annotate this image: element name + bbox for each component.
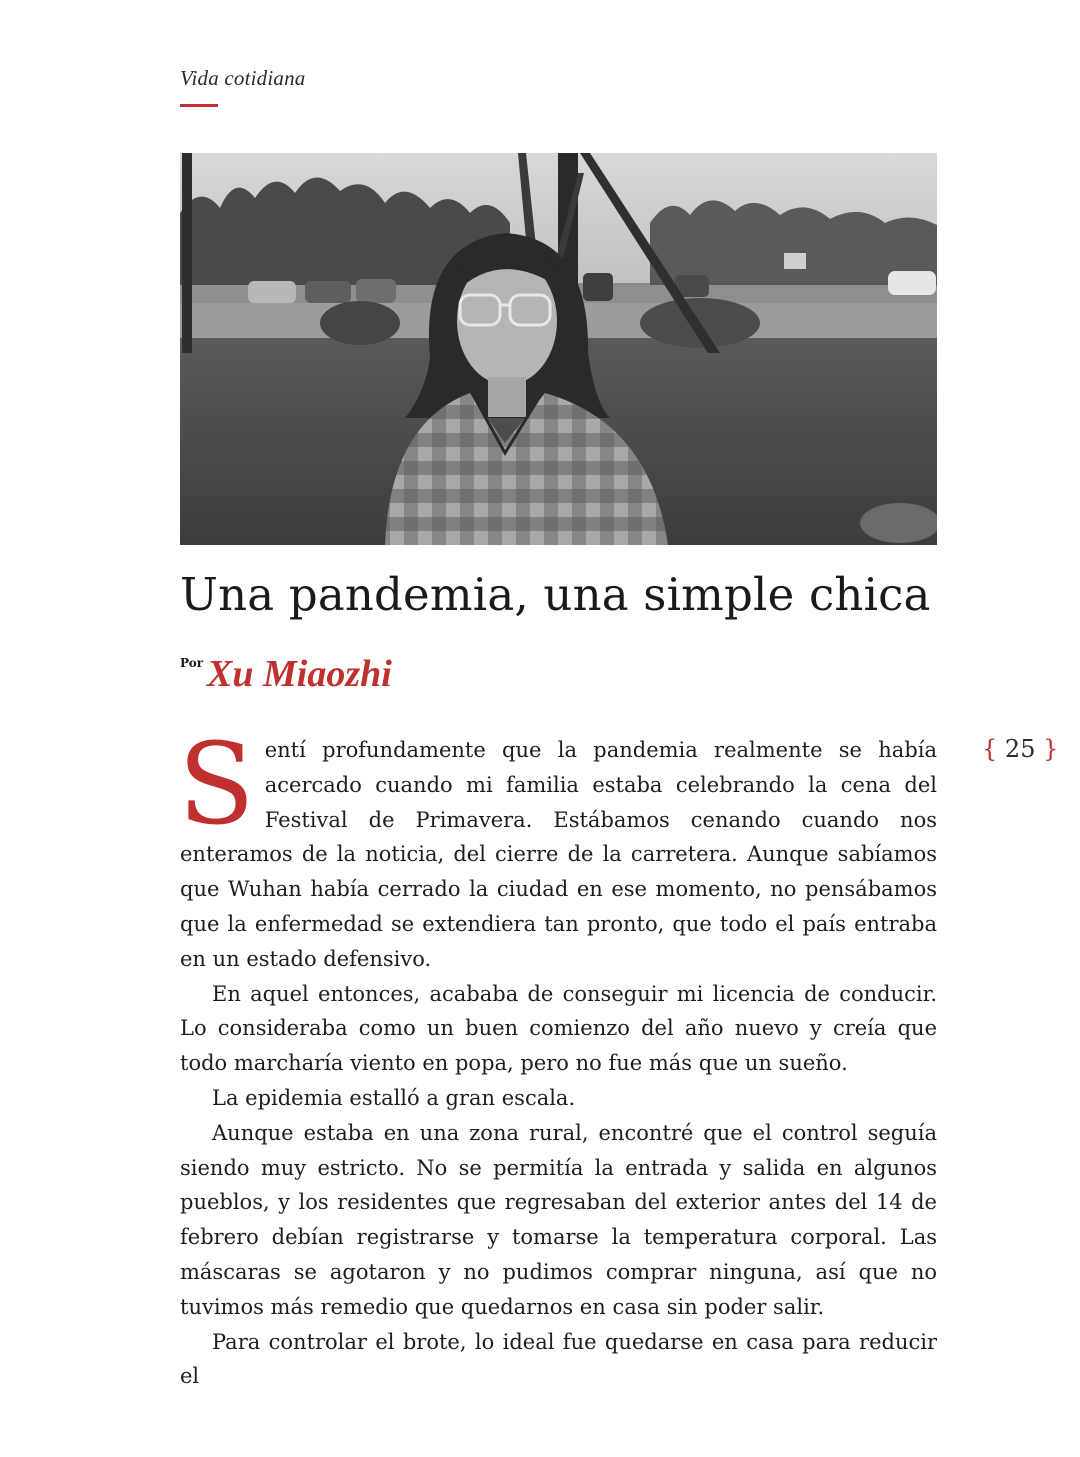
paragraph-2: En aquel entonces, acababa de conseguir mi licencia de conducir. Lo consideraba como un buen comienzo del año nuevo y creía que todo marcharía viento en popa, pero no fue más que un sueño. bbox=[180, 981, 937, 1076]
article-title: Una pandemia, una simple chica bbox=[180, 568, 931, 621]
author-name: Xu Miaozhi bbox=[207, 653, 392, 695]
paragraph-5: Para controlar el brote, lo ideal fue quedarse en casa para reducir el bbox=[180, 1329, 937, 1389]
section-rule bbox=[180, 104, 218, 107]
paragraph-1 bbox=[178, 720, 937, 977]
paragraph-1-text: entí profundamente que la pandemia realmente se había acercado cuando mi familia estaba celebrando la cena del Festival de Primavera. Estábamos cenando cuando nos enteramos de la noticia, del cierre de la carretera. Aunque sabíamos que Wuhan había cerrado la ciudad en ese momento, no pensábamos que la enfermedad se extendiera tan pronto, que todo el país entraba en un estado defensivo. bbox=[180, 738, 937, 971]
paragraph-4: Aunque estaba en una zona rural, encontré que el control seguía siendo muy estricto. No se permitía la entrada y salida en algunos pueblos, y los residentes que regresaban del exterior antes del 14 de febrero debían registrarse y tomarse la temperatura corporal. Las máscaras se agotaron y no pudimos comprar ninguna, así que no tuvimos más remedio que quedarnos en casa sin poder salir. bbox=[180, 1120, 937, 1319]
page-number-value: 25 bbox=[1004, 735, 1036, 763]
drop-cap: S bbox=[178, 720, 255, 850]
section-label: Vida cotidiana bbox=[180, 66, 306, 90]
portrait-photo bbox=[180, 153, 937, 545]
byline bbox=[180, 650, 392, 696]
byline-prefix: Por bbox=[180, 656, 204, 670]
page-number-brace-close: } bbox=[1043, 735, 1059, 763]
page-number-brace-open: { bbox=[982, 735, 998, 763]
article-body bbox=[178, 720, 937, 1394]
paragraph-3: La epidemia estalló a gran escala. bbox=[212, 1085, 576, 1110]
page-number bbox=[982, 735, 1058, 763]
